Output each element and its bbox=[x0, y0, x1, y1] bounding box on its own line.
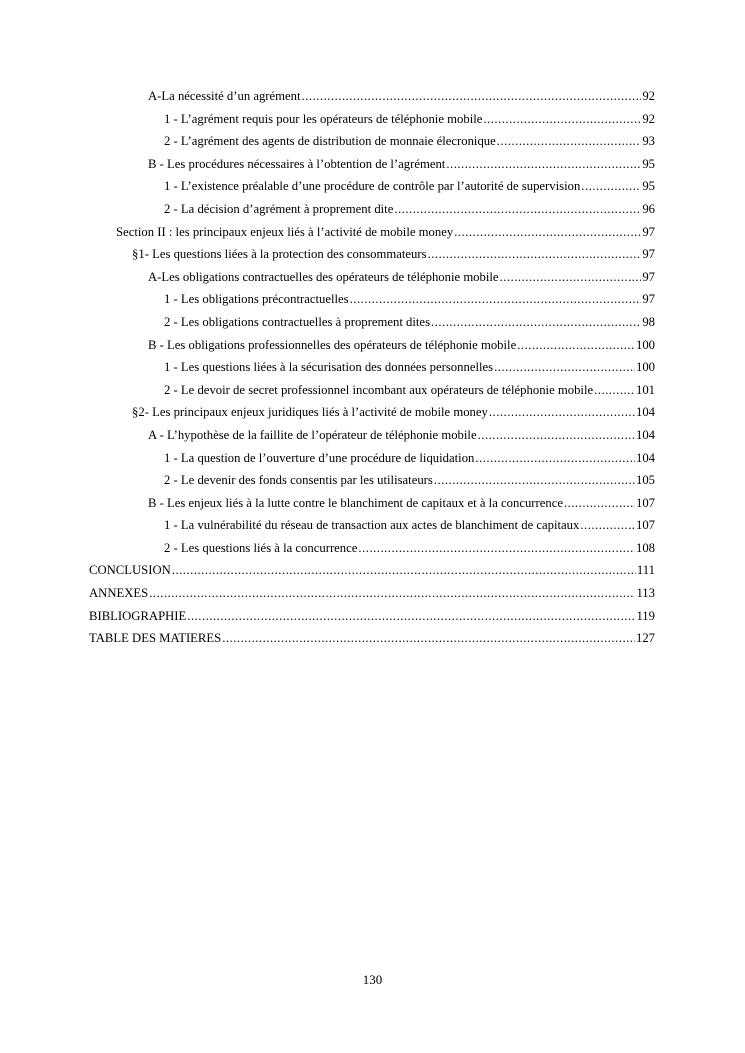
toc-entry-label: A-Les obligations contractuelles des opérateurs de téléphonie mobile bbox=[148, 269, 499, 284]
toc-entry-page: 100 bbox=[635, 360, 655, 375]
toc-entry[interactable] bbox=[0, 288, 655, 311]
toc-entry-page: 98 bbox=[642, 314, 655, 329]
dot-leader bbox=[581, 175, 641, 198]
toc-entry-label: 2 - L’agrément des agents de distribution de monnaie élecronique bbox=[164, 134, 496, 149]
toc-entry-page: 104 bbox=[635, 450, 655, 465]
dot-leader bbox=[222, 627, 635, 650]
toc-entry-label: A-La nécessité d’un agrément bbox=[148, 89, 301, 103]
toc-entry-page: 97 bbox=[642, 224, 655, 239]
dot-leader bbox=[594, 379, 635, 402]
toc-entry-page: 119 bbox=[636, 608, 655, 623]
toc-entry-page: 127 bbox=[635, 631, 655, 646]
toc-entry-label: Section II : les principaux enjeux liés à l’activité de mobile money bbox=[116, 224, 454, 239]
toc-entry[interactable] bbox=[0, 108, 655, 131]
dot-leader bbox=[394, 198, 641, 221]
dot-leader bbox=[187, 605, 635, 628]
toc-entry-page: 95 bbox=[642, 179, 655, 194]
dot-leader bbox=[302, 85, 642, 108]
toc-entry-label: 2 - Le devoir de secret professionnel incombant aux opérateurs de téléphonie mobile bbox=[164, 382, 594, 397]
toc-entry-page: 104 bbox=[635, 427, 655, 442]
toc-entry-label: TABLE DES MATIERES bbox=[89, 631, 222, 646]
toc-entry[interactable] bbox=[0, 537, 655, 560]
toc-entry-page: 96 bbox=[642, 201, 655, 216]
toc-entry-label: §1- Les questions liées à la protection des consommateurs bbox=[132, 247, 427, 262]
toc-entry[interactable] bbox=[0, 334, 655, 357]
toc-entry-label: B - Les obligations professionnelles des opérateurs de téléphonie mobile bbox=[148, 337, 517, 352]
dot-leader bbox=[434, 469, 635, 492]
toc-entry-label: ANNEXES bbox=[89, 586, 149, 601]
toc-entry-label: A - L’hypothèse de la faillite de l’opérateur de téléphonie mobile bbox=[148, 427, 477, 442]
toc-entry[interactable] bbox=[0, 243, 655, 266]
toc-entry-page: 105 bbox=[635, 473, 655, 488]
dot-leader bbox=[428, 243, 642, 266]
toc-entry[interactable] bbox=[0, 424, 655, 447]
page-number: 130 bbox=[362, 972, 383, 987]
toc-entry[interactable] bbox=[0, 379, 655, 402]
toc-entry-label: 1 - La question de l’ouverture d’une procédure de liquidation bbox=[164, 450, 475, 465]
toc-entry-page: 111 bbox=[636, 563, 655, 578]
toc-entry-label: CONCLUSION bbox=[89, 563, 171, 578]
toc-entry[interactable] bbox=[0, 469, 655, 492]
toc-entry[interactable] bbox=[0, 266, 655, 289]
toc-entry-page: 92 bbox=[642, 89, 655, 103]
toc-entry-page: 108 bbox=[635, 540, 655, 555]
toc-entry-label: BIBLIOGRAPHIE bbox=[89, 608, 187, 623]
dot-leader bbox=[431, 311, 641, 334]
toc-entry-label: 1 - Les questions liées à la sécurisation des données personnelles bbox=[164, 360, 494, 375]
toc-entry[interactable] bbox=[0, 447, 655, 470]
toc-entry[interactable] bbox=[0, 130, 655, 153]
toc-entry[interactable] bbox=[0, 175, 655, 198]
toc-entry-label: 2 - Les questions liés à la concurrence bbox=[164, 540, 358, 555]
toc-entry[interactable] bbox=[0, 221, 655, 244]
toc-entry[interactable] bbox=[0, 311, 655, 334]
toc-entry-label: §2- Les principaux enjeux juridiques liés à l’activité de mobile money bbox=[132, 405, 488, 420]
toc-entry-page: 100 bbox=[635, 337, 655, 352]
table-of-contents bbox=[0, 85, 745, 650]
dot-leader bbox=[489, 401, 635, 424]
toc-entry-page: 104 bbox=[635, 405, 655, 420]
dot-leader bbox=[454, 221, 641, 244]
toc-entry-label: 2 - La décision d’agrément à proprement dite bbox=[164, 201, 394, 216]
toc-entry[interactable] bbox=[0, 153, 655, 176]
toc-entry-page: 92 bbox=[642, 111, 655, 126]
toc-entry-label: 1 - Les obligations précontractuelles bbox=[164, 292, 349, 307]
toc-entry-page: 107 bbox=[635, 495, 655, 510]
dot-leader bbox=[478, 424, 635, 447]
dot-leader bbox=[580, 514, 635, 537]
toc-entry-label: 2 - Les obligations contractuelles à proprement dites bbox=[164, 314, 431, 329]
dot-leader bbox=[475, 447, 635, 470]
toc-entry[interactable] bbox=[0, 198, 655, 221]
dot-leader bbox=[564, 492, 635, 515]
dot-leader bbox=[358, 537, 635, 560]
toc-entry[interactable] bbox=[0, 582, 655, 605]
toc-entry[interactable] bbox=[0, 356, 655, 379]
dot-leader bbox=[172, 559, 636, 582]
toc-entry-label: 1 - L’existence préalable d’une procédure de contrôle par l’autorité de supervision bbox=[164, 179, 581, 194]
dot-leader bbox=[483, 108, 641, 131]
toc-entry[interactable] bbox=[0, 85, 655, 108]
dot-leader bbox=[497, 130, 642, 153]
toc-entry-page: 95 bbox=[642, 156, 655, 171]
toc-entry[interactable] bbox=[0, 401, 655, 424]
toc-entry[interactable] bbox=[0, 492, 655, 515]
toc-entry[interactable] bbox=[0, 627, 655, 650]
toc-entry-page: 101 bbox=[635, 382, 655, 397]
toc-entry[interactable] bbox=[0, 514, 655, 537]
toc-entry-page: 113 bbox=[636, 586, 655, 601]
toc-entry-label: 1 - L’agrément requis pour les opérateurs de téléphonie mobile bbox=[164, 111, 483, 126]
toc-entry-page: 97 bbox=[642, 269, 655, 284]
toc-entry-page: 93 bbox=[642, 134, 655, 149]
toc-entry[interactable] bbox=[0, 605, 655, 628]
dot-leader bbox=[517, 334, 635, 357]
dot-leader bbox=[149, 582, 635, 605]
dot-leader bbox=[494, 356, 635, 379]
toc-entry-label: B - Les enjeux liés à la lutte contre le blanchiment de capitaux et à la concurrence bbox=[148, 495, 563, 510]
toc-entry-label: 1 - La vulnérabilité du réseau de transaction aux actes de blanchiment de capitaux bbox=[164, 518, 580, 533]
toc-entry-page: 97 bbox=[642, 292, 655, 307]
dot-leader bbox=[500, 266, 642, 289]
dot-leader bbox=[350, 288, 642, 311]
toc-entry-page: 107 bbox=[635, 518, 655, 533]
toc-entry-label: B - Les procédures nécessaires à l’obtention de l’agrément bbox=[148, 156, 446, 171]
toc-entry-page: 97 bbox=[642, 247, 655, 262]
toc-entry[interactable] bbox=[0, 559, 655, 582]
dot-leader bbox=[446, 153, 641, 176]
toc-entry-label: 2 - Le devenir des fonds consentis par les utilisateurs bbox=[164, 473, 433, 488]
